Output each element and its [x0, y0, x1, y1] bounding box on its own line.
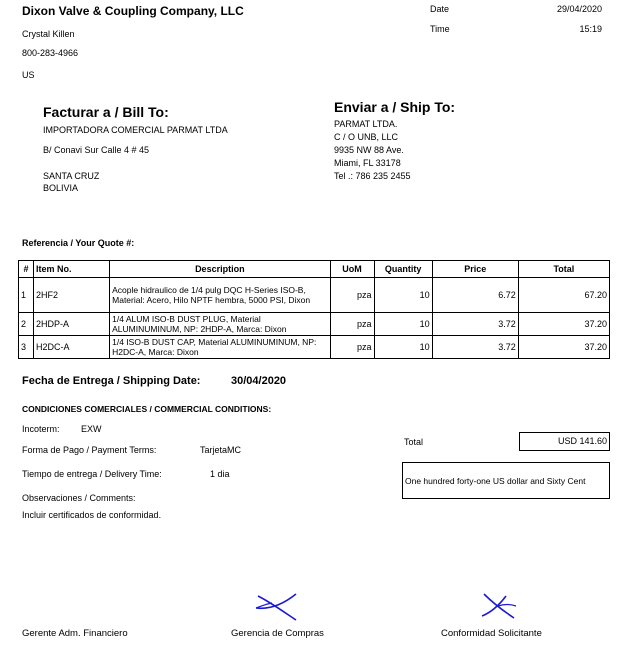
signature-label-solicitante: Conformidad Solicitante — [441, 628, 542, 639]
date-label: Date — [430, 4, 450, 14]
row-number: 2 — [19, 313, 34, 336]
total-value: USD 141.60 — [557, 436, 607, 446]
row-description: 1/4 ALUM ISO-B DUST PLUG, Material ALUMINUMINUM, NP: 2HDP-A, Marca: Dixon — [110, 313, 330, 336]
row-price: 3.72 — [432, 313, 518, 336]
table-row — [19, 336, 610, 359]
signature-label-compras: Gerencia de Compras — [231, 628, 324, 639]
row-total: 37.20 — [518, 336, 609, 359]
col-header-total: Total — [518, 261, 609, 278]
bill-to-title: Facturar a / Bill To: — [43, 104, 169, 120]
col-header-item: Item No. — [34, 261, 110, 278]
row-number: 1 — [19, 278, 34, 313]
signature-mark-compras — [252, 592, 302, 622]
row-quantity: 10 — [374, 313, 432, 336]
row-uom: pza — [330, 313, 374, 336]
delivery-time-value: 1 dia — [210, 469, 230, 479]
signature-mark-solicitante — [478, 592, 520, 620]
incoterm-value: EXW — [81, 424, 102, 434]
incoterm-label: Incoterm: — [22, 424, 60, 434]
ship-to-line2: C / O UNB, LLC — [334, 132, 399, 142]
row-item: 2HDP-A — [34, 313, 110, 336]
time-label: Time — [430, 24, 450, 34]
reference-label: Referencia / Your Quote #: — [22, 238, 135, 248]
row-uom: pza — [330, 278, 374, 313]
col-header-uom: UoM — [330, 261, 374, 278]
company-phone: 800-283-4966 — [22, 48, 79, 58]
signature-label-financiero: Gerente Adm. Financiero — [22, 628, 128, 639]
col-header-price: Price — [432, 261, 518, 278]
row-total: 67.20 — [518, 278, 609, 313]
ship-to-line5: Tel .: 786 235 2455 — [334, 171, 411, 181]
total-words-box — [402, 462, 610, 499]
col-header-description: Description — [110, 261, 330, 278]
time-value: 15:19 — [579, 24, 602, 34]
items-table — [18, 260, 610, 359]
table-row — [19, 313, 610, 336]
row-item: H2DC-A — [34, 336, 110, 359]
row-item: 2HF2 — [34, 278, 110, 313]
row-number: 3 — [19, 336, 34, 359]
col-header-number: # — [19, 261, 34, 278]
row-uom: pza — [330, 336, 374, 359]
total-box — [519, 432, 610, 451]
ship-to-line1: PARMAT LTDA. — [334, 119, 398, 129]
bill-to-line3: SANTA CRUZ — [43, 171, 100, 181]
company-name: Dixon Valve & Coupling Company, LLC — [22, 4, 244, 18]
row-quantity: 10 — [374, 278, 432, 313]
col-header-quantity: Quantity — [374, 261, 432, 278]
row-quantity: 10 — [374, 336, 432, 359]
row-description: 1/4 ISO-B DUST CAP, Material ALUMINUMINUM, NP: H2DC-A, Marca: Dixon — [110, 336, 330, 359]
payment-terms-label: Forma de Pago / Payment Terms: — [22, 445, 157, 455]
table-header-row — [19, 261, 610, 278]
ship-to-title: Enviar a / Ship To: — [334, 99, 456, 115]
delivery-time-label: Tiempo de entrega / Delivery Time: — [22, 469, 162, 479]
ship-to-line4: Miami, FL 33178 — [334, 158, 401, 168]
row-price: 6.72 — [432, 278, 518, 313]
comments-value: Incluir certificados de conformidad. — [22, 510, 162, 520]
row-total: 37.20 — [518, 313, 609, 336]
ship-to-line3: 9935 NW 88 Ave. — [334, 145, 404, 155]
comments-label: Observaciones / Comments: — [22, 493, 136, 503]
conditions-title: CONDICIONES COMERCIALES / COMMERCIAL CONDITIONS: — [22, 404, 272, 414]
bill-to-line4: BOLIVIA — [43, 183, 79, 193]
bill-to-line1: IMPORTADORA COMERCIAL PARMAT LTDA — [43, 125, 228, 135]
shipping-date-value: 30/04/2020 — [231, 375, 287, 387]
shipping-date-label: Fecha de Entrega / Shipping Date: — [22, 375, 201, 387]
table-row — [19, 278, 610, 313]
row-price: 3.72 — [432, 336, 518, 359]
total-label: Total — [404, 437, 424, 447]
company-country: US — [22, 70, 35, 80]
contact-name: Crystal Killen — [22, 29, 75, 39]
total-in-words: One hundred forty-one US dollar and Sixty Cent — [405, 476, 586, 486]
payment-terms-value: TarjetaMC — [200, 445, 242, 455]
row-description: Acople hidraulico de 1/4 pulg DQC H-Series ISO-B, Material: Acero, Hilo NPTF hembra, 5000 PSI, Dixon — [110, 278, 330, 313]
bill-to-line2: B/ Conavi Sur Calle 4 # 45 — [43, 145, 150, 155]
date-value: 29/04/2020 — [556, 4, 602, 14]
